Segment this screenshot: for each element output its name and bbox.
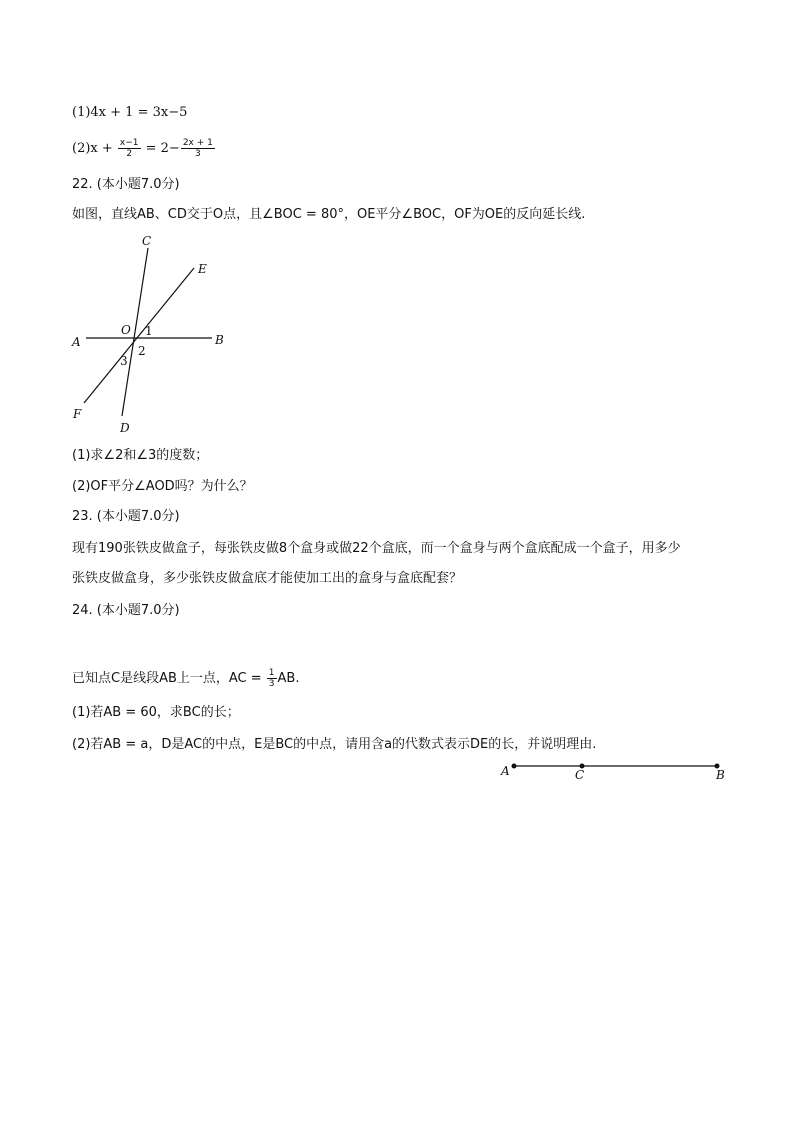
angle-2-label: 2 — [138, 344, 146, 358]
label-c: C — [142, 234, 152, 248]
q23-line1: 现有190张铁皮做盒子，每张铁皮做8个盒身或做22个盒底，而一个盒身与两个盒底配成一个盒子，用多少 — [72, 541, 681, 556]
label-o: O — [121, 323, 131, 337]
angle-1-label: 1 — [145, 324, 153, 338]
q22-part2: (2)OF平分∠AOD吗？为什么？ — [72, 479, 253, 494]
point-a — [512, 764, 517, 769]
label-d: D — [120, 421, 130, 435]
q23-line2: 张铁皮做盒身，多少张铁皮做盒底才能使加工出的盒身与盒底配套？ — [72, 571, 463, 586]
q24-stem — [72, 668, 299, 689]
label-a: A — [72, 335, 81, 349]
segment-label-b: B — [716, 768, 725, 782]
q21-fraction-1: $\frac{x-1}{2}$ — [119, 138, 139, 159]
q22-stem: 如图，直线AB、CD交于O点，且∠BOC = 80°，OE平分∠BOC，OF为OE的反向延长线. — [72, 207, 586, 222]
label-e: E — [198, 262, 207, 276]
q21-part1: (1)4x + 1 = 3x−5 — [72, 105, 188, 120]
q21-part2-prefix: (2)x + — [72, 141, 117, 156]
q24-header: 24. (本小题7.0分) — [72, 603, 180, 618]
q24-stem-prefix: 已知点C是线段AB上一点，AC = — [72, 671, 266, 686]
q22-figure — [64, 228, 244, 438]
q22-part1: (1)求∠2和∠3的度数； — [72, 448, 209, 463]
line-ef — [84, 268, 194, 403]
angle-3-label: 3 — [120, 354, 128, 368]
q21-fraction-2: $\frac{2x + 1}{3}$ — [182, 138, 213, 159]
q21-part2 — [72, 138, 216, 159]
q24-segment-figure — [498, 756, 738, 786]
label-b: B — [215, 333, 224, 347]
segment-label-a: A — [501, 764, 510, 778]
q24-part2: (2)若AB = a，D是AC的中点，E是BC的中点，请用含a的代数式表示DE的长，并说明理由. — [72, 737, 597, 752]
label-f: F — [73, 407, 82, 421]
q24-part1: (1)若AB = 60，求BC的长； — [72, 705, 240, 720]
q22-header: 22. (本小题7.0分) — [72, 177, 180, 192]
q21-part2-mid: = 2− — [141, 141, 180, 156]
q23-header: 23. (本小题7.0分) — [72, 509, 180, 524]
segment-label-c: C — [575, 768, 585, 782]
q24-stem-suffix: AB. — [277, 671, 300, 686]
q24-fraction: $\frac{1}{3}$ — [268, 668, 275, 689]
